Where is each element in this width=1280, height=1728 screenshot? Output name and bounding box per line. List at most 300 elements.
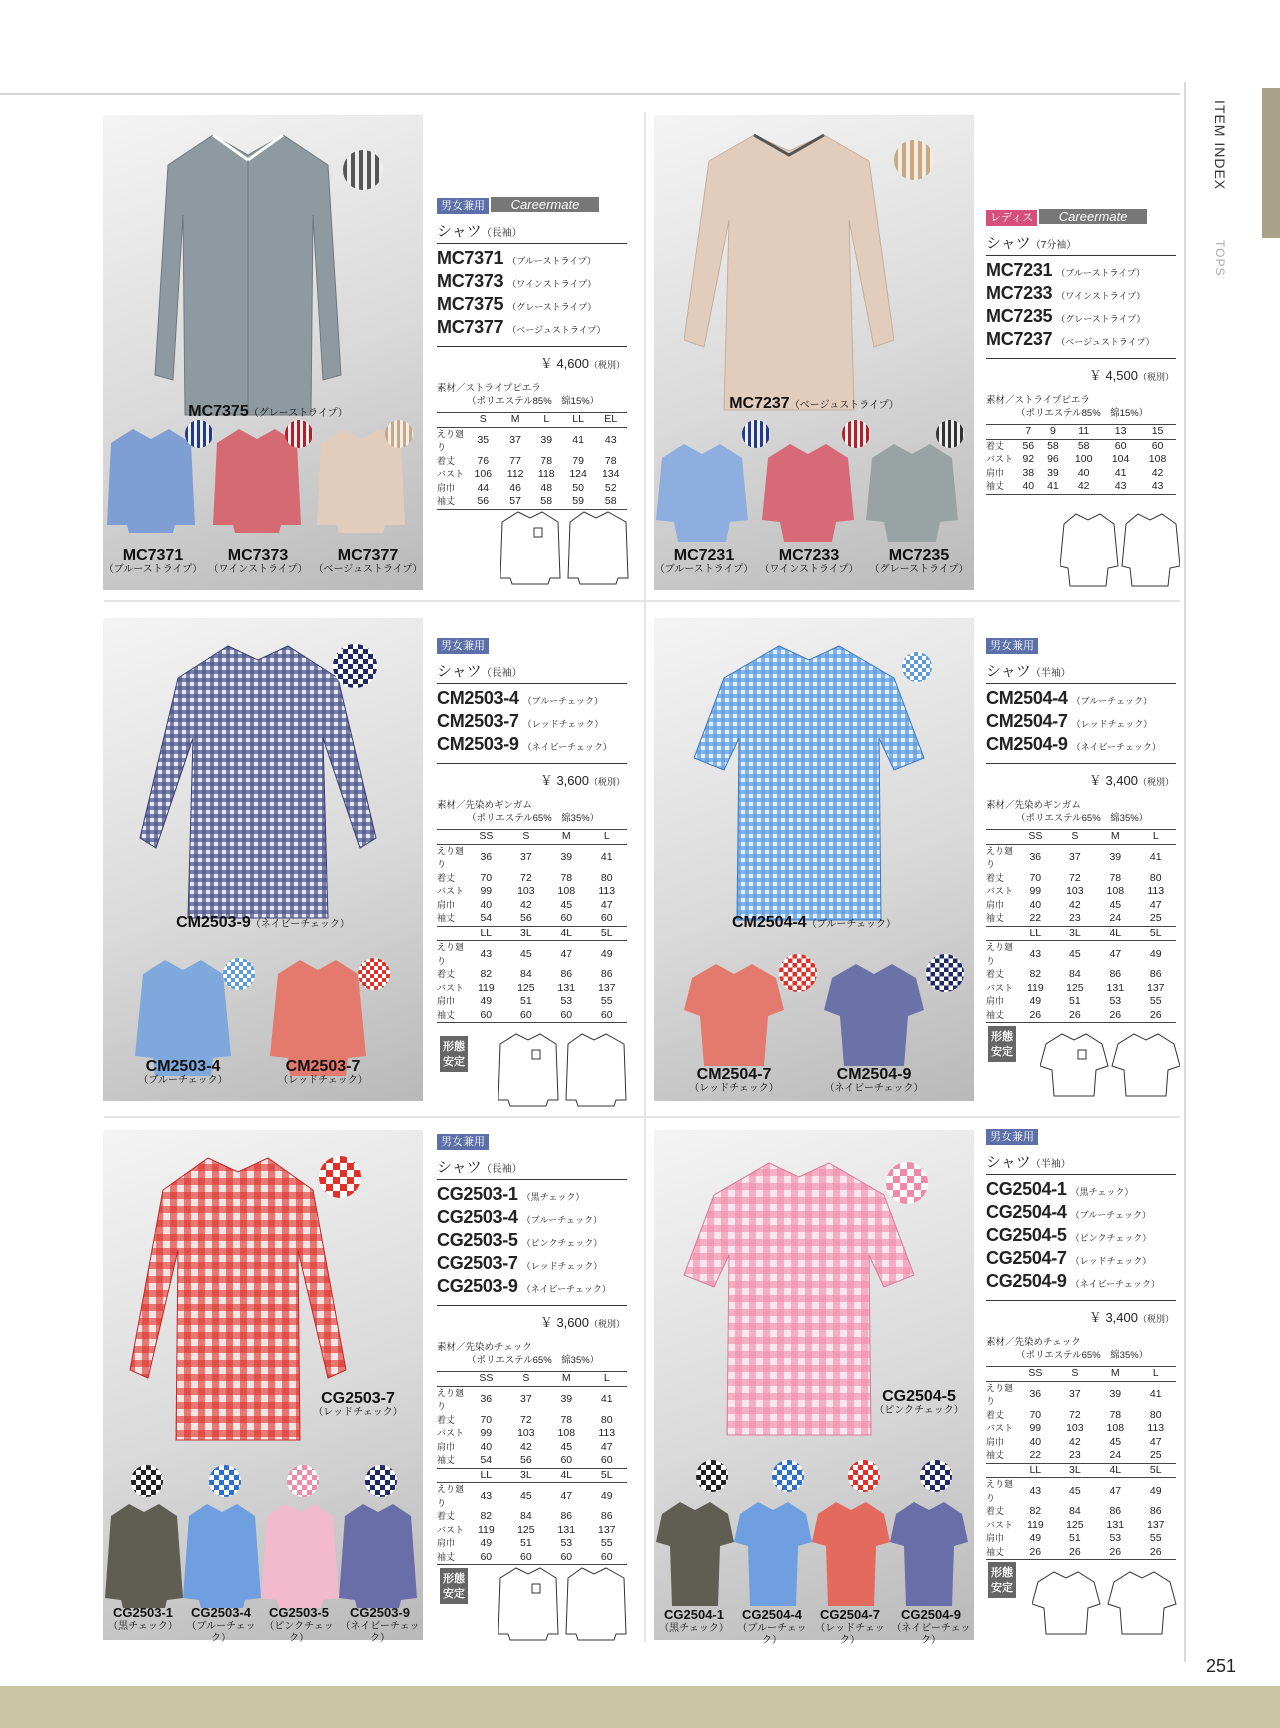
size-measure-label: 着丈 — [986, 440, 1005, 451]
size-label: 3L — [506, 926, 546, 941]
size-value: 40 — [1029, 1435, 1042, 1448]
size-value: 56 — [1022, 439, 1035, 452]
size-row — [437, 1441, 627, 1455]
size-value: 47 — [1109, 947, 1122, 960]
size-label: 3L — [506, 1468, 546, 1483]
variant-caption: MC7371 （ブルーストライプ） — [103, 547, 203, 575]
size-table — [986, 829, 1176, 1023]
unisex-badge: 男女兼用 — [437, 198, 489, 214]
size-value: 108 — [557, 1427, 576, 1439]
size-value: 86 — [1149, 1505, 1162, 1517]
shirt-grey-stripe-image — [866, 440, 958, 545]
size-row — [437, 899, 627, 913]
size-value: 124 — [569, 468, 587, 480]
size-value: 41 — [600, 851, 613, 864]
size-value: 24 — [1095, 1449, 1135, 1463]
size-value: 86 — [600, 968, 613, 980]
unisex-badge: 男女兼用 — [437, 1134, 489, 1150]
size-value: 43 — [480, 1489, 493, 1502]
size-value: 103 — [1066, 1422, 1084, 1434]
variant-caption: CG2503-4 （ブルーチェック） — [186, 1605, 256, 1644]
size-measure-label: 肩巾 — [986, 996, 1005, 1006]
size-value: 49 — [1149, 947, 1162, 960]
size-value: 60 — [1151, 439, 1164, 452]
swatch-black-check — [696, 1460, 728, 1492]
size-value: 55 — [600, 1537, 613, 1549]
size-value: 56 — [506, 1454, 546, 1468]
size-row — [437, 912, 627, 926]
size-value: 72 — [520, 871, 532, 884]
size-label: 5L — [1136, 926, 1176, 941]
variant-caption: MC7373 （ワインストライプ） — [208, 547, 308, 575]
swatch-navy-check — [926, 954, 964, 992]
size-value: 43 — [1102, 480, 1139, 494]
variant-caption: MC7233 （ワインストライプ） — [759, 547, 859, 575]
size-label: M — [546, 1372, 586, 1387]
price: ￥ 3,400（税別） — [986, 763, 1176, 789]
size-label: 5L — [587, 1468, 627, 1483]
main-caption: CG2503-7 （レッドチェック） — [313, 1390, 403, 1418]
side-tab-marker — [1262, 88, 1280, 238]
flat-drawing-longsleeve — [498, 1564, 628, 1642]
size-value: 23 — [1055, 912, 1095, 926]
size-value: 108 — [1148, 453, 1167, 465]
variant-caption: CG2503-9 （ネイビーチェック） — [340, 1605, 420, 1644]
product-info-cm2504 — [986, 636, 1176, 1023]
size-value: 43 — [604, 434, 617, 447]
size-row — [986, 885, 1176, 899]
size-measure-label: えり廻り — [437, 1484, 465, 1508]
row-divider — [104, 1116, 1180, 1118]
size-value: 60 — [546, 1454, 586, 1468]
product-kind: シャツ（長袖） — [437, 1156, 627, 1180]
size-value: 57 — [500, 495, 531, 509]
size-value: 131 — [557, 981, 576, 994]
main-caption: MC7237（ベージュストライプ） — [729, 395, 899, 412]
size-measure-label: えり廻り — [986, 1479, 1014, 1503]
size-value: 60 — [587, 1454, 627, 1468]
size-value: 70 — [480, 1413, 493, 1426]
size-label: SS — [1016, 1367, 1055, 1382]
size-value: 100 — [1074, 453, 1093, 465]
unisex-badge: 男女兼用 — [986, 638, 1038, 654]
size-value: 56 — [467, 495, 500, 509]
size-value: 26 — [1095, 1546, 1135, 1560]
size-header-row — [437, 926, 627, 941]
size-row — [986, 480, 1176, 494]
product-kind: シャツ（半袖） — [986, 660, 1176, 684]
size-value: 112 — [506, 468, 524, 480]
size-value: 99 — [480, 1427, 493, 1439]
size-value: 25 — [1136, 1449, 1176, 1463]
size-value: 42 — [520, 1440, 532, 1453]
price: ￥ 3,600（税別） — [437, 763, 627, 789]
size-row — [986, 1009, 1176, 1023]
size-value: 24 — [1095, 912, 1135, 926]
size-value: 103 — [517, 1427, 535, 1439]
form-stable-badge: 形態安定 — [988, 1562, 1016, 1598]
size-label: S — [506, 1372, 546, 1387]
size-value: 118 — [537, 468, 555, 480]
size-value: 26 — [1136, 1546, 1176, 1560]
size-value: 86 — [1149, 968, 1162, 980]
size-label: M — [546, 830, 586, 845]
variant-caption: CG2503-1 （黒チェック） — [108, 1605, 178, 1632]
material: 素材／ストライプピエラ （ポリエステル85% 綿15%） — [986, 395, 1149, 419]
size-measure-label: バスト — [986, 982, 1014, 993]
size-value: 39 — [560, 1393, 573, 1406]
size-value: 60 — [587, 1551, 627, 1565]
size-row — [437, 1009, 627, 1023]
size-value: 45 — [1069, 1484, 1081, 1497]
size-value: 43 — [1029, 1484, 1042, 1497]
size-value: 103 — [1066, 885, 1084, 897]
size-value: 37 — [509, 434, 521, 447]
size-row — [437, 1427, 627, 1441]
size-measure-label: バスト — [437, 1428, 465, 1438]
size-value: 42 — [1065, 480, 1102, 494]
size-label: S — [467, 413, 500, 428]
size-label: 3L — [1055, 926, 1095, 941]
side-tab-tops[interactable]: TOPS — [1213, 240, 1227, 277]
size-row — [437, 1414, 627, 1428]
product-photo-mc723x — [654, 115, 974, 590]
flat-drawing-longsleeve — [500, 508, 630, 586]
size-value: 43 — [1029, 947, 1042, 960]
size-measure-label: 袖丈 — [437, 1551, 467, 1565]
size-row — [986, 1478, 1176, 1506]
size-value: 45 — [560, 1440, 573, 1453]
size-row — [437, 1551, 627, 1565]
variant-caption: CG2503-5 （ピンクチェック） — [264, 1605, 334, 1644]
price: ￥ 4,600（税別） — [437, 346, 627, 372]
size-label: 4L — [1095, 926, 1135, 941]
size-label: L — [1136, 1367, 1176, 1382]
size-value: 55 — [1149, 995, 1162, 1007]
swatch-pink-check — [287, 1465, 319, 1497]
size-value: 37 — [1069, 851, 1081, 864]
size-label: 3L — [1055, 1463, 1095, 1478]
unisex-badge: 男女兼用 — [437, 638, 489, 654]
material: 素材／先染めギンガム （ポリエステル65% 綿35%） — [986, 800, 1149, 824]
size-measure-label: バスト — [437, 886, 465, 896]
size-value: 53 — [560, 1537, 573, 1549]
size-value: 113 — [1147, 885, 1165, 897]
size-value: 125 — [1066, 981, 1084, 994]
size-value: 48 — [540, 481, 553, 494]
shirt-black-check-image — [656, 1498, 734, 1608]
size-row — [437, 968, 627, 982]
size-row — [986, 1409, 1176, 1423]
size-value: 103 — [517, 885, 535, 897]
size-measure-label: 肩巾 — [986, 1533, 1005, 1543]
size-value: 82 — [480, 1510, 493, 1522]
size-value: 96 — [1047, 453, 1059, 465]
size-value: 104 — [1111, 453, 1130, 465]
form-stable-badge: 形態安定 — [440, 1036, 468, 1072]
product-info-cg2503 — [437, 1132, 627, 1565]
variant-caption: MC7231 （ブルーストライプ） — [654, 547, 754, 575]
size-value: 26 — [1095, 1009, 1135, 1023]
size-value: 125 — [517, 1523, 535, 1536]
size-value: 60 — [587, 912, 627, 926]
size-value: 49 — [480, 1537, 493, 1549]
product-info-mc737x — [437, 196, 627, 510]
size-value: 22 — [1016, 1449, 1055, 1463]
product-codes: CG2504-1 （黒チェック） CG2504-4 （ブルーチェック） CG2504-5 （ピンクチェック） CG2504-7 （レッドチェック） CG2504-9 （ネイビーチェック） — [986, 1179, 1160, 1291]
size-value: 39 — [1109, 1388, 1122, 1401]
size-value: 45 — [1109, 898, 1122, 911]
size-value: 38 — [1022, 466, 1035, 479]
size-header-row — [986, 1367, 1176, 1382]
page-number: 251 — [1206, 1656, 1237, 1676]
size-value: 47 — [600, 898, 613, 911]
swatch-blue-check — [209, 1465, 241, 1497]
shirt-navy-check-image — [890, 1498, 968, 1608]
size-label: 11 — [1065, 425, 1102, 440]
size-label: 7 — [1016, 425, 1041, 440]
size-value: 37 — [520, 851, 532, 864]
size-value: 137 — [1146, 981, 1165, 994]
product-photo-cm2503 — [103, 618, 423, 1101]
size-value: 41 — [1041, 480, 1066, 494]
size-label: 5L — [1136, 1463, 1176, 1478]
size-header-row — [437, 1372, 627, 1387]
size-measure-label: 着丈 — [437, 1511, 456, 1521]
material: 素材／先染めチェック （ポリエステル65% 綿35%） — [437, 1342, 600, 1366]
size-value: 70 — [1029, 1408, 1042, 1421]
size-label: LL — [562, 413, 595, 428]
size-measure-label: バスト — [437, 982, 465, 993]
price: ￥ 3,600（税別） — [437, 1305, 627, 1331]
size-row — [986, 995, 1176, 1009]
size-value: 40 — [1077, 466, 1090, 479]
size-value: 40 — [480, 898, 493, 911]
swatch-blue-check — [223, 958, 255, 990]
size-measure-label: 着丈 — [437, 455, 456, 466]
size-label: S — [1055, 830, 1095, 845]
size-row — [437, 482, 627, 496]
size-value: 119 — [477, 1523, 495, 1536]
size-value: 58 — [1077, 439, 1090, 452]
size-value: 60 — [546, 1009, 586, 1023]
shirt-grey-stripe-image — [153, 125, 343, 425]
size-value: 60 — [506, 1009, 546, 1023]
size-value: 49 — [1149, 1484, 1162, 1497]
swatch-navy-check — [333, 644, 377, 688]
footer-bar — [0, 1686, 1280, 1728]
size-value: 137 — [1146, 1518, 1165, 1531]
size-value: 22 — [1016, 912, 1055, 926]
size-value: 60 — [467, 1551, 506, 1565]
size-value: 113 — [1147, 1422, 1165, 1434]
size-row — [986, 1519, 1176, 1533]
size-value: 49 — [600, 1489, 613, 1502]
size-measure-label: 着丈 — [986, 872, 1005, 883]
size-value: 40 — [480, 1440, 493, 1453]
size-row — [986, 453, 1176, 467]
size-measure-label: 肩巾 — [437, 1441, 456, 1452]
size-row — [437, 427, 627, 455]
swatch-blue-stripe — [185, 420, 213, 448]
shirt-navy-check-image — [339, 1500, 417, 1610]
size-row — [986, 968, 1176, 982]
size-measure-label: 着丈 — [986, 1506, 1005, 1516]
size-value: 44 — [477, 481, 490, 494]
shirt-blue-check-image — [689, 638, 929, 938]
size-value: 131 — [557, 1523, 576, 1536]
size-row — [437, 1510, 627, 1524]
size-row — [437, 995, 627, 1009]
size-value: 54 — [467, 1454, 506, 1468]
size-value: 86 — [560, 1510, 573, 1522]
size-value: 51 — [520, 995, 532, 1007]
shirt-blue-check-image — [734, 1498, 812, 1608]
size-value: 84 — [1069, 1505, 1081, 1517]
size-value: 37 — [520, 1393, 532, 1406]
shirt-wine-stripe-image — [762, 440, 854, 545]
size-measure-label: えり廻り — [437, 428, 465, 452]
size-value: 26 — [1055, 1009, 1095, 1023]
size-value: 41 — [600, 1393, 613, 1406]
size-row — [986, 467, 1176, 481]
ladies-badge: レディス — [986, 210, 1037, 226]
product-photo-cg2504 — [654, 1130, 974, 1646]
size-value: 39 — [1109, 851, 1122, 864]
size-value: 49 — [1029, 1532, 1042, 1544]
swatch-black-check — [131, 1465, 163, 1497]
size-value: 125 — [1066, 1518, 1084, 1531]
size-label: LL — [467, 1468, 506, 1483]
flat-drawing-shortsleeve — [1040, 1030, 1180, 1100]
size-row — [986, 1381, 1176, 1409]
size-value: 58 — [1047, 439, 1059, 452]
shirt-blue-stripe-image — [656, 440, 748, 545]
size-value: 79 — [572, 454, 584, 467]
price: ￥ 3,400（税別） — [986, 1300, 1176, 1326]
swatch-navy-check — [920, 1460, 952, 1492]
size-measure-label: バスト — [437, 469, 465, 479]
size-label: SS — [467, 1372, 506, 1387]
size-label: 4L — [1095, 1463, 1135, 1478]
size-row — [986, 1449, 1176, 1463]
careermate-logo: Careermate — [1039, 209, 1147, 224]
product-codes: CG2503-1 （黒チェック） CG2503-4 （ブルーチェック） CG2503-5 （ピンクチェック） CG2503-7 （レッドチェック） CG2503-9 （ネイビーチェック） — [437, 1184, 611, 1296]
product-codes: CM2504-4 （ブルーチェック） CM2504-7 （レッドチェック） CM2504-9 （ネイビーチェック） — [986, 688, 1161, 754]
size-measure-label: バスト — [986, 1519, 1014, 1530]
size-value: 52 — [604, 481, 617, 494]
swatch-navy-check — [365, 1465, 397, 1497]
size-value: 78 — [1109, 1408, 1122, 1421]
size-row — [986, 982, 1176, 996]
size-header-row — [986, 926, 1176, 941]
product-kind: シャツ（半袖） — [986, 1151, 1176, 1175]
size-row — [986, 1436, 1176, 1450]
size-measure-label: えり廻り — [437, 942, 465, 966]
swatch-red-check — [319, 1156, 361, 1198]
size-value: 99 — [1029, 885, 1042, 897]
size-measure-label: 着丈 — [437, 969, 456, 979]
size-value: 42 — [520, 898, 532, 911]
size-value: 42 — [1151, 466, 1164, 479]
size-value: 134 — [601, 468, 620, 480]
size-value: 51 — [1069, 1532, 1081, 1544]
size-value: 36 — [480, 1393, 493, 1406]
size-value: 49 — [480, 995, 493, 1007]
size-value: 125 — [517, 981, 535, 994]
size-value: 41 — [1114, 466, 1127, 479]
variant-caption: MC7377 （ベージュストライプ） — [313, 547, 423, 575]
size-value: 106 — [474, 468, 493, 480]
size-row — [437, 1483, 627, 1511]
product-info-cg2504 — [986, 1127, 1176, 1560]
size-value: 36 — [480, 851, 493, 864]
size-table — [986, 424, 1176, 495]
size-value: 42 — [1069, 898, 1081, 911]
size-measure-label: 肩巾 — [986, 467, 1005, 478]
product-kind: シャツ（長袖） — [437, 660, 627, 684]
size-row — [437, 1454, 627, 1468]
size-value: 72 — [1069, 1408, 1081, 1421]
size-value: 137 — [597, 1523, 616, 1536]
size-row — [986, 872, 1176, 886]
size-row — [437, 468, 627, 482]
size-value: 46 — [509, 481, 521, 494]
size-value: 86 — [1109, 968, 1122, 980]
swatch-red-check — [779, 954, 817, 992]
size-measure-label: 肩巾 — [437, 899, 456, 910]
size-value: 60 — [1114, 439, 1127, 452]
size-value: 41 — [1149, 851, 1162, 864]
variant-caption: CM2504-7 （レッドチェック） — [689, 1066, 779, 1094]
size-label: SS — [467, 830, 506, 845]
size-value: 49 — [1029, 995, 1042, 1007]
variant-caption: CG2504-7 （レッドチェック） — [815, 1607, 885, 1646]
size-value: 119 — [477, 981, 495, 994]
size-label: M — [500, 413, 531, 428]
swatch-beige-stripe — [385, 420, 413, 448]
variant-caption: MC7235 （グレーストライプ） — [869, 547, 969, 575]
size-value: 47 — [560, 1489, 573, 1502]
product-info-cm2503 — [437, 636, 627, 1023]
size-header-row — [986, 830, 1176, 845]
swatch-beige-stripe — [894, 140, 934, 180]
size-measure-label: バスト — [986, 454, 1014, 464]
size-measure-label: 袖丈 — [437, 912, 467, 926]
size-label: LL — [1016, 1463, 1055, 1478]
size-value: 82 — [1029, 1505, 1042, 1517]
product-photo-mc737x — [103, 115, 423, 590]
swatch-blue-stripe — [742, 420, 770, 448]
side-tab-item-index[interactable]: ITEM INDEX — [1212, 100, 1228, 191]
shirt-blue-stripe-image — [105, 425, 197, 535]
size-value: 76 — [477, 454, 490, 467]
size-table — [437, 1371, 627, 1565]
size-value: 36 — [1029, 1388, 1042, 1401]
product-kind: シャツ（7分袖） — [986, 232, 1176, 256]
row-divider — [104, 600, 1180, 602]
size-measure-label: 肩巾 — [986, 1436, 1005, 1447]
size-value: 58 — [531, 495, 562, 509]
size-row — [437, 844, 627, 872]
size-value: 55 — [600, 995, 613, 1007]
size-row — [986, 899, 1176, 913]
size-value: 72 — [520, 1413, 532, 1426]
size-label: M — [1095, 830, 1135, 845]
swatch-blue-check — [902, 652, 932, 682]
size-value: 108 — [1106, 1422, 1125, 1434]
size-value: 137 — [597, 981, 616, 994]
